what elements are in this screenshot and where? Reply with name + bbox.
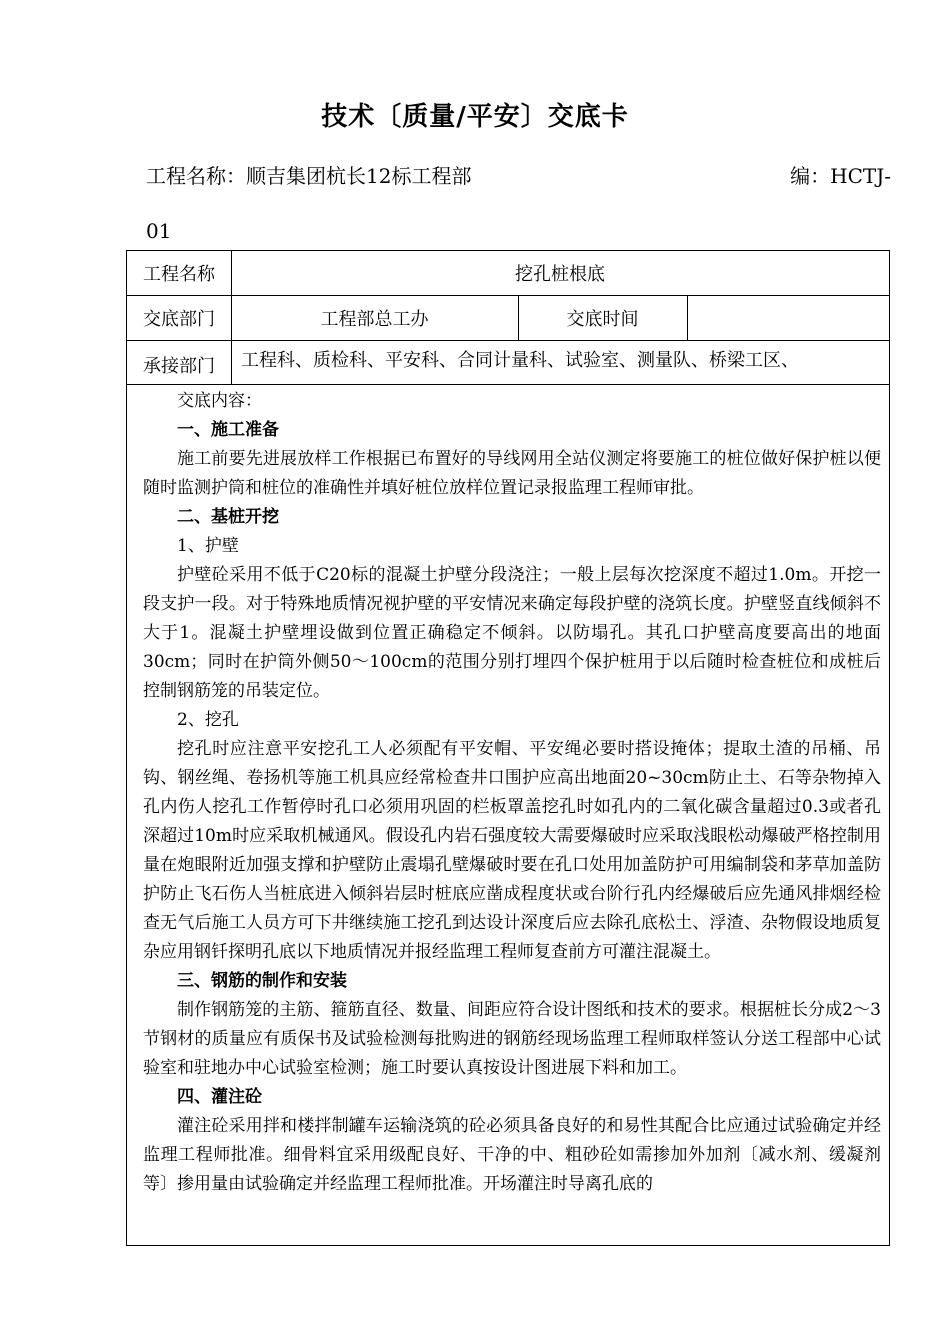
row-divider (127, 384, 889, 385)
subsection-heading: 1、护壁 (177, 536, 239, 556)
paragraph: 护壁砼采用不低于C20标的混凝土护壁分段浇注；一般上层每次挖深度不超过1.0m。开挖一段支护一段。对于特殊地质情况视护壁的平安情况来确定每段护壁的浇筑长度。护壁竖直线倾斜不大于1。混凝土护壁埋设做到位置正确稳定不倾斜。以防塌孔。其孔口护壁高度要高出的地面30cm；同时在护筒外侧50～100cm的范围分别打埋四个保护桩用于以后随时检查桩位和成桩后控制钢筋笼的吊装定位。 (143, 565, 881, 701)
handover-content (143, 387, 881, 1199)
paragraph: 施工前要先进展放样工作根据已布置好的导线网用全站仪测定将要施工的桩位做好保护桩以便随时监测护筒和桩位的准确性并填好桩位放样位置记录报监理工程师审批。 (143, 449, 881, 498)
document-code-continuation: 01 (146, 219, 172, 243)
handover-table (126, 250, 890, 1246)
document-title: 技术〔质量/平安〕交底卡 (321, 102, 629, 132)
project-name-value: 挖孔桩根底 (515, 264, 605, 285)
paragraph: 制作钢筋笼的主筋、箍筋直径、数量、间距应符合设计图纸和技术的要求。根据桩长分成2～3节钢材的质量应有质保书及试验检测每批购进的钢筋经现场监理工程师取样签认分送工程部中心试验室和驻地办中心试验室检测；施工时要认真按设计图进展下料和加工。 (143, 1000, 881, 1078)
paragraph: 灌注砼采用拌和楼拌制罐车运输浇筑的砼必须具备良好的和易性其配合比应通过试验确定并经监理工程师批准。细骨料宜采用级配良好、干净的中、粗砂砼如需掺加外加剂〔减水剂、缓凝剂等〕掺用量由试验确定并经监理工程师批准。开场灌注时导离孔底的 (143, 1116, 881, 1194)
receiving-department-value: 工程科、质检科、平安科、合同计量科、试验室、测量队、桥梁工区、 (241, 350, 799, 371)
project-name-text: 工程名称：顺吉集团杭长12标工程部 (146, 164, 472, 188)
project-name-label: 工程名称 (143, 264, 215, 285)
content-intro: 交底内容： (177, 391, 262, 411)
project-line (146, 160, 891, 190)
section-heading: 四、灌注砼 (177, 1087, 262, 1107)
section-heading: 二、基桩开挖 (177, 507, 279, 527)
paragraph: 挖孔时应注意平安挖孔工人必须配有平安帽、平安绳必要时搭设掩体；提取土渣的吊桶、吊钩、钢丝绳、卷扬机等施工机具应经常检查井口围护应高出地面20~30cm防止土、石等杂物掉入孔内伤人挖孔工作暂停时孔口必须用巩固的栏板罩盖挖孔时如孔内的二氧化碳含量超过0.3或者孔深超过10m时应采取机械通风。假设孔内岩石强度较大需要爆破时应采取浅眼松动爆破严格控制用量在炮眼附近加强支撑和护壁防止震塌孔壁爆破时要在孔口处用加盖防护可用编制袋和茅草加盖防护防止飞石伤人当桩底进入倾斜岩层时桩底应凿成程度状或台阶行孔内经爆破后应先通风排烟经检查无气后施工人员方可下井继续施工挖孔到达设计深度后应去除孔底松土、浮渣、杂物假设地质复杂应用钢钎探明孔底以下地质情况并报经监理工程师复查前方可灌注混凝土。 (143, 739, 881, 962)
section-heading: 一、施工准备 (177, 420, 279, 440)
handover-time-value (687, 295, 889, 340)
handover-department-label: 交底部门 (143, 308, 215, 330)
handover-department-value: 工程部总工办 (320, 308, 429, 330)
subsection-heading: 2、挖孔 (177, 710, 239, 730)
receiving-department-label: 承接部门 (143, 356, 215, 377)
section-heading: 三、钢筋的制作和安装 (177, 971, 347, 991)
handover-time-label: 交底时间 (566, 308, 639, 330)
document-code-text: 编：HCTJ- (790, 164, 891, 188)
